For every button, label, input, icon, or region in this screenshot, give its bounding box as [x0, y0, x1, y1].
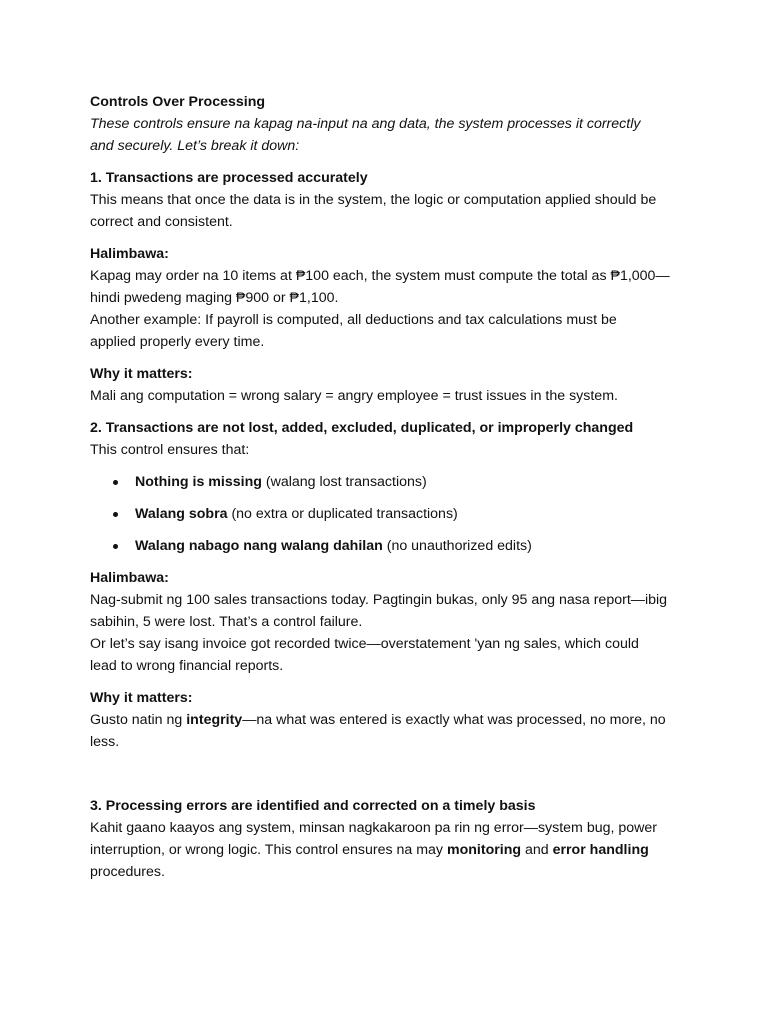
- section-1-example-line-3: Another example: If payroll is computed, all deductions and tax calculations must be: [90, 312, 617, 328]
- section-1-why-label: Why it matters:: [90, 366, 193, 382]
- bullet-item: [90, 471, 690, 493]
- bullet-rest-text: (no extra or duplicated transactions): [227, 506, 458, 522]
- why-pre-text: Gusto natin ng: [90, 712, 187, 728]
- bullet-dot-icon: [113, 544, 118, 549]
- section-3-body-line-3: procedures.: [90, 864, 165, 880]
- section-1-body-line-2: correct and consistent.: [90, 214, 233, 230]
- body2-bold-error-handling: error handling: [552, 842, 649, 858]
- bullet-item: [90, 503, 690, 525]
- section-2-example-label: Halimbawa:: [90, 570, 169, 586]
- bullet-rest-text: (no unauthorized edits): [382, 538, 532, 554]
- section-1-why-text: Mali ang computation = wrong salary = angry employee = trust issues in the system.: [90, 388, 618, 404]
- section-2-example-line-4: lead to wrong financial reports.: [90, 658, 284, 674]
- section-2-example-line-3: Or let’s say isang invoice got recorded twice—overstatement 'yan ng sales, which could: [90, 636, 639, 652]
- bullet-item: [90, 535, 690, 557]
- body2-mid-text: and: [521, 842, 553, 858]
- why-post-text: —na what was entered is exactly what was processed, no more, no: [242, 712, 666, 728]
- section-3-title: 3. Processing errors are identified and corrected on a timely basis: [90, 798, 536, 814]
- section-2-example-line-1: Nag-submit ng 100 sales transactions today. Pagtingin bukas, only 95 ang nasa report—ibig: [90, 592, 668, 608]
- section-2-title: 2. Transactions are not lost, added, excluded, duplicated, or improperly changed: [90, 420, 634, 436]
- document-heading: Controls Over Processing: [90, 94, 266, 110]
- bullet-rest-text: (walang lost transactions): [261, 474, 427, 490]
- bullet-bold-text: Nothing is missing: [135, 474, 262, 490]
- section-1-example-line-2: hindi pwedeng maging ₱900 or ₱1,100.: [90, 290, 339, 306]
- section-2-lead: This control ensures that:: [90, 442, 250, 458]
- section-2-why-line-1: [90, 709, 690, 731]
- body2-pre-text: interruption, or wrong logic. This control ensures na may: [90, 842, 447, 858]
- section-3-body-line-2: [90, 839, 690, 861]
- document-page: [90, 91, 690, 883]
- section-2-example-line-2: sabihin, 5 were lost. That’s a control failure.: [90, 614, 363, 630]
- bullet-bold-text: Walang sobra: [135, 506, 228, 522]
- section-2-why-line-2: less.: [90, 734, 120, 750]
- section-1-example-line-4: applied properly every time.: [90, 334, 265, 350]
- section-2-why-label: Why it matters:: [90, 690, 193, 706]
- section-1-body-line-1: This means that once the data is in the system, the logic or computation applied should be: [90, 192, 657, 208]
- section-2-bullet-list: [90, 471, 690, 557]
- section-3-body-line-1: Kahit gaano kaayos ang system, minsan nagkakaroon pa rin ng error—system bug, power: [90, 820, 658, 836]
- bullet-bold-text: Walang nabago nang walang dahilan: [135, 538, 383, 554]
- intro-line-1: These controls ensure na kapag na-input na ang data, the system processes it correctly: [90, 116, 641, 132]
- section-1-example-label: Halimbawa:: [90, 246, 169, 262]
- bullet-dot-icon: [113, 512, 118, 517]
- bullet-dot-icon: [113, 480, 118, 485]
- body2-bold-monitoring: monitoring: [446, 842, 522, 858]
- why-bold-text: integrity: [186, 712, 243, 728]
- intro-line-2: and securely. Let’s break it down:: [90, 138, 300, 154]
- section-1-example-line-1: Kapag may order na 10 items at ₱100 each, the system must compute the total as ₱1,000—: [90, 268, 670, 284]
- section-1-title: 1. Transactions are processed accurately: [90, 170, 368, 186]
